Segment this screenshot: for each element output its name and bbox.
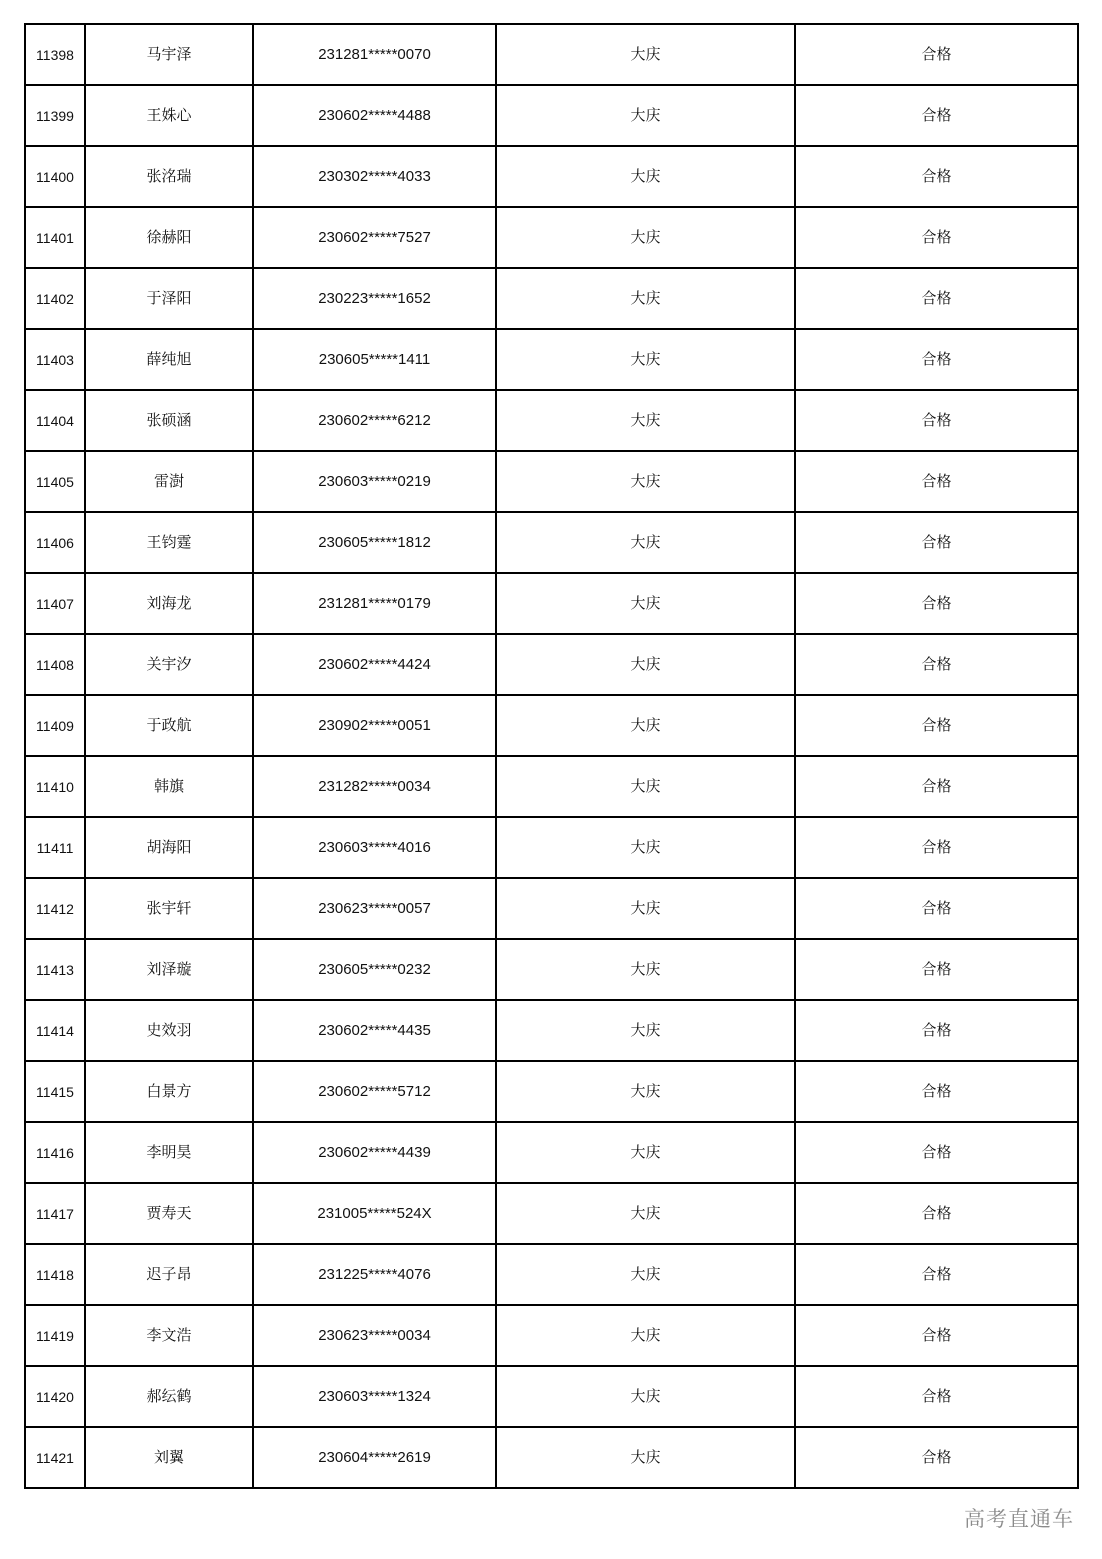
table-row <box>25 878 1078 939</box>
cell-city: 大庆 <box>496 1366 795 1427</box>
cell-name: 李明昊 <box>85 1122 253 1183</box>
cell-result: 合格 <box>795 756 1078 817</box>
cell-city: 大庆 <box>496 1244 795 1305</box>
table-row <box>25 1244 1078 1305</box>
cell-result: 合格 <box>795 1366 1078 1427</box>
table-row <box>25 512 1078 573</box>
cell-number: 11412 <box>25 878 85 939</box>
cell-number: 11405 <box>25 451 85 512</box>
cell-city: 大庆 <box>496 146 795 207</box>
table-row <box>25 146 1078 207</box>
cell-result: 合格 <box>795 329 1078 390</box>
table-row <box>25 756 1078 817</box>
cell-number: 11398 <box>25 24 85 85</box>
cell-result: 合格 <box>795 24 1078 85</box>
cell-id-number: 231282*****0034 <box>253 756 496 817</box>
cell-result: 合格 <box>795 817 1078 878</box>
cell-city: 大庆 <box>496 817 795 878</box>
cell-name: 史效羽 <box>85 1000 253 1061</box>
cell-id-number: 230223*****1652 <box>253 268 496 329</box>
roster-table-body <box>25 24 1078 1488</box>
cell-name: 刘海龙 <box>85 573 253 634</box>
cell-city: 大庆 <box>496 573 795 634</box>
cell-city: 大庆 <box>496 1305 795 1366</box>
cell-result: 合格 <box>795 939 1078 1000</box>
cell-id-number: 231281*****0179 <box>253 573 496 634</box>
table-row <box>25 573 1078 634</box>
cell-number: 11413 <box>25 939 85 1000</box>
cell-result: 合格 <box>795 390 1078 451</box>
cell-result: 合格 <box>795 695 1078 756</box>
cell-city: 大庆 <box>496 451 795 512</box>
watermark-text: 高考直通车 <box>964 1507 1074 1531</box>
cell-id-number: 230623*****0057 <box>253 878 496 939</box>
table-row <box>25 939 1078 1000</box>
cell-city: 大庆 <box>496 756 795 817</box>
cell-name: 王姝心 <box>85 85 253 146</box>
table-row <box>25 207 1078 268</box>
table-row <box>25 24 1078 85</box>
cell-number: 11401 <box>25 207 85 268</box>
cell-id-number: 230302*****4033 <box>253 146 496 207</box>
cell-result: 合格 <box>795 512 1078 573</box>
cell-number: 11421 <box>25 1427 85 1488</box>
cell-result: 合格 <box>795 451 1078 512</box>
cell-name: 郝纭鹤 <box>85 1366 253 1427</box>
cell-id-number: 230605*****0232 <box>253 939 496 1000</box>
table-row <box>25 1427 1078 1488</box>
cell-name: 马宇泽 <box>85 24 253 85</box>
cell-number: 11411 <box>25 817 85 878</box>
table-row <box>25 1305 1078 1366</box>
cell-name: 贾寿天 <box>85 1183 253 1244</box>
cell-city: 大庆 <box>496 1183 795 1244</box>
cell-id-number: 230602*****5712 <box>253 1061 496 1122</box>
cell-result: 合格 <box>795 573 1078 634</box>
table-row <box>25 817 1078 878</box>
cell-number: 11400 <box>25 146 85 207</box>
cell-result: 合格 <box>795 878 1078 939</box>
table-row <box>25 268 1078 329</box>
cell-number: 11409 <box>25 695 85 756</box>
cell-result: 合格 <box>795 1183 1078 1244</box>
cell-result: 合格 <box>795 1305 1078 1366</box>
cell-city: 大庆 <box>496 1000 795 1061</box>
cell-number: 11417 <box>25 1183 85 1244</box>
cell-id-number: 230602*****6212 <box>253 390 496 451</box>
cell-city: 大庆 <box>496 268 795 329</box>
cell-id-number: 231281*****0070 <box>253 24 496 85</box>
cell-city: 大庆 <box>496 1427 795 1488</box>
cell-number: 11404 <box>25 390 85 451</box>
cell-number: 11406 <box>25 512 85 573</box>
table-row <box>25 634 1078 695</box>
cell-name: 刘泽璇 <box>85 939 253 1000</box>
table-row <box>25 1061 1078 1122</box>
cell-id-number: 230602*****7527 <box>253 207 496 268</box>
table-row <box>25 329 1078 390</box>
cell-number: 11414 <box>25 1000 85 1061</box>
cell-result: 合格 <box>795 85 1078 146</box>
cell-result: 合格 <box>795 268 1078 329</box>
cell-name: 李文浩 <box>85 1305 253 1366</box>
cell-result: 合格 <box>795 1122 1078 1183</box>
cell-city: 大庆 <box>496 207 795 268</box>
cell-city: 大庆 <box>496 390 795 451</box>
cell-name: 徐赫阳 <box>85 207 253 268</box>
cell-number: 11403 <box>25 329 85 390</box>
table-row <box>25 1366 1078 1427</box>
cell-result: 合格 <box>795 1427 1078 1488</box>
cell-id-number: 230602*****4439 <box>253 1122 496 1183</box>
cell-number: 11399 <box>25 85 85 146</box>
cell-id-number: 230603*****4016 <box>253 817 496 878</box>
cell-name: 刘翼 <box>85 1427 253 1488</box>
cell-id-number: 230604*****2619 <box>253 1427 496 1488</box>
cell-name: 白景方 <box>85 1061 253 1122</box>
cell-id-number: 230602*****4435 <box>253 1000 496 1061</box>
cell-number: 11416 <box>25 1122 85 1183</box>
cell-city: 大庆 <box>496 329 795 390</box>
roster-table <box>24 23 1079 1489</box>
cell-number: 11410 <box>25 756 85 817</box>
cell-id-number: 231005*****524X <box>253 1183 496 1244</box>
cell-id-number: 230605*****1812 <box>253 512 496 573</box>
cell-number: 11407 <box>25 573 85 634</box>
cell-city: 大庆 <box>496 24 795 85</box>
cell-id-number: 230902*****0051 <box>253 695 496 756</box>
cell-result: 合格 <box>795 1000 1078 1061</box>
cell-number: 11419 <box>25 1305 85 1366</box>
table-row <box>25 451 1078 512</box>
cell-city: 大庆 <box>496 695 795 756</box>
cell-city: 大庆 <box>496 939 795 1000</box>
cell-number: 11408 <box>25 634 85 695</box>
table-row <box>25 1122 1078 1183</box>
cell-number: 11402 <box>25 268 85 329</box>
cell-result: 合格 <box>795 207 1078 268</box>
cell-name: 韩旗 <box>85 756 253 817</box>
cell-city: 大庆 <box>496 1061 795 1122</box>
cell-number: 11420 <box>25 1366 85 1427</box>
table-row <box>25 390 1078 451</box>
cell-number: 11418 <box>25 1244 85 1305</box>
cell-result: 合格 <box>795 1244 1078 1305</box>
cell-result: 合格 <box>795 1061 1078 1122</box>
cell-city: 大庆 <box>496 634 795 695</box>
cell-city: 大庆 <box>496 878 795 939</box>
cell-result: 合格 <box>795 146 1078 207</box>
cell-id-number: 230602*****4424 <box>253 634 496 695</box>
cell-id-number: 230603*****0219 <box>253 451 496 512</box>
cell-number: 11415 <box>25 1061 85 1122</box>
cell-name: 张宇轩 <box>85 878 253 939</box>
cell-city: 大庆 <box>496 512 795 573</box>
cell-name: 胡海阳 <box>85 817 253 878</box>
cell-id-number: 231225*****4076 <box>253 1244 496 1305</box>
table-row <box>25 85 1078 146</box>
cell-id-number: 230602*****4488 <box>253 85 496 146</box>
cell-city: 大庆 <box>496 85 795 146</box>
cell-name: 张硕涵 <box>85 390 253 451</box>
table-row <box>25 1183 1078 1244</box>
table-row <box>25 695 1078 756</box>
cell-city: 大庆 <box>496 1122 795 1183</box>
cell-name: 王钧霆 <box>85 512 253 573</box>
cell-id-number: 230603*****1324 <box>253 1366 496 1427</box>
table-row <box>25 1000 1078 1061</box>
cell-result: 合格 <box>795 634 1078 695</box>
cell-name: 于政航 <box>85 695 253 756</box>
cell-name: 雷澍 <box>85 451 253 512</box>
cell-name: 张洺瑞 <box>85 146 253 207</box>
cell-name: 于泽阳 <box>85 268 253 329</box>
cell-name: 薛纯旭 <box>85 329 253 390</box>
cell-name: 关宇汐 <box>85 634 253 695</box>
cell-name: 迟子昂 <box>85 1244 253 1305</box>
cell-id-number: 230623*****0034 <box>253 1305 496 1366</box>
cell-id-number: 230605*****1411 <box>253 329 496 390</box>
